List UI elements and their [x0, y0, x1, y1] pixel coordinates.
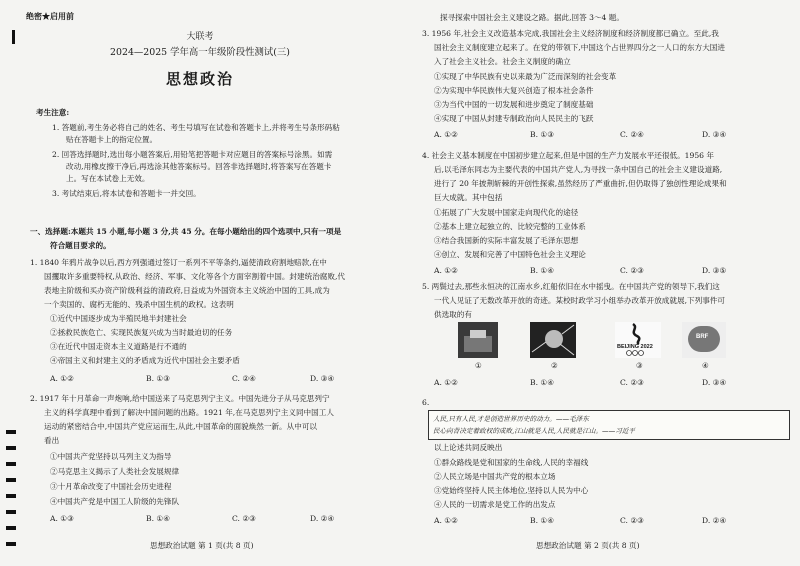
- q2-stem: 看出: [44, 436, 60, 445]
- q3-statement: ④实现了中国从封建专制政治向人民民主的飞跃: [434, 114, 594, 123]
- notice-title: 考生注意:: [36, 108, 70, 117]
- photo-label: ①: [475, 361, 482, 370]
- option-d[interactable]: D. ③④: [702, 130, 727, 139]
- section-heading: 符合题目要求的。: [50, 241, 111, 250]
- beijing-2022-logo: [615, 322, 661, 358]
- q6-statement: ③党始终坚持人民主体地位,坚持以人民为中心: [434, 486, 589, 495]
- option-b[interactable]: B. ①③: [530, 130, 555, 139]
- q6-number: 6.: [422, 398, 430, 407]
- option-d[interactable]: D. ③④: [310, 374, 335, 383]
- notice-line: 2. 回答选择题时,选出每小题答案后,用铅笔把答题卡对应题目的答案标号涂黑。如需: [52, 150, 333, 159]
- option-b[interactable]: B. ①④: [530, 378, 555, 387]
- q2-stem: 2. 1917 年十月革命一声炮响,给中国送来了马克思列宁主义。中国先进分子从马克思列宁: [30, 394, 330, 403]
- q2-statement: ④中国共产党是中国工人阶级的先锋队: [50, 497, 180, 506]
- notice-line: 上。写在本试卷上无效。: [66, 174, 150, 183]
- q4-stem: 后,以毛泽东同志为主要代表的中国共产党人,为寻找一条中国自己的社会主义建设道路,: [434, 165, 723, 174]
- option-a[interactable]: A. ①③: [50, 514, 74, 523]
- photo-satellite: [530, 322, 576, 358]
- option-d[interactable]: D. ③⑤: [702, 266, 727, 275]
- option-b[interactable]: B. ①④: [530, 266, 555, 275]
- q6-statement: ②人民立场是中国共产党的根本立场: [434, 472, 556, 481]
- q1-stem: 一个卖国的、腐朽无能的、残杀中国生机的政权。这表明: [44, 300, 234, 309]
- q5-stem: 供选取的有: [434, 310, 472, 319]
- q6-quote: 人民,只有人民,才是创造世界历史的动力。——毛泽东: [433, 415, 589, 423]
- q1-statement: ③在近代中国走资本主义道路是行不通的: [50, 342, 187, 351]
- q2-statement: ①中国共产党坚持以马列主义为指导: [50, 452, 172, 461]
- section-heading: 一、选择题:本题共 15 小题,每小题 3 分,共 45 分。在每小题给出的四个选项中,只有一项是: [30, 227, 342, 236]
- q4-stem: 巨大成就。其中包括: [434, 193, 503, 202]
- q1-stem: 1. 1840 年鸦片战争以后,西方列强通过签订一系列不平等条约,逼使清政府割地赔款,在中: [30, 258, 327, 267]
- option-c[interactable]: C. ②④: [620, 130, 644, 139]
- option-c[interactable]: C. ②③: [232, 514, 256, 523]
- org-title: 大联考: [186, 32, 214, 42]
- option-a[interactable]: A. ①②: [434, 130, 458, 139]
- footer-left: 思想政治试题 第 1 页(共 8 页): [150, 541, 254, 550]
- q2-stem: 主义的科学真理中看到了解决中国问题的出路。1921 年,在马克思列宁主义同中国工人: [44, 408, 334, 417]
- q6-quote-box: [428, 410, 790, 440]
- option-c[interactable]: C. ②③: [620, 266, 644, 275]
- q3-statement: ③为当代中国的一切发展和进步奠定了制度基础: [434, 100, 594, 109]
- q3-statement: ②为实现中华民族伟大复兴创造了根本社会条件: [434, 86, 594, 95]
- q1-statement: ④帝国主义和封建主义的矛盾成为近代中国社会主要矛盾: [50, 356, 240, 365]
- brf-logo-text: BRF: [696, 334, 709, 340]
- option-a[interactable]: A. ①②: [50, 374, 74, 383]
- secret-label: 绝密★启用前: [26, 11, 74, 21]
- q6-lead: 以上论述共同反映出: [434, 443, 503, 452]
- option-d[interactable]: D. ②④: [702, 516, 727, 525]
- q1-statement: ①近代中国逐步成为半殖民地半封建社会: [50, 314, 187, 323]
- subject-title: 思想政治: [165, 70, 234, 88]
- q6-quote: 民心向背决定着政权的成败,江山就是人民,人民就是江山。——习近平: [433, 427, 636, 435]
- footer-right: 思想政治试题 第 2 页(共 8 页): [536, 541, 640, 550]
- q3-statement: ①实现了中华民族有史以来最为广泛而深刻的社会变革: [434, 72, 617, 81]
- option-b[interactable]: B. ①③: [146, 374, 171, 383]
- photo-label: ④: [702, 361, 709, 370]
- passage-intro: 探寻探索中国社会主义建设之路。据此,回答 3～4 题。: [440, 13, 624, 22]
- q2-stem: 运动的紧密结合中,中国共产党应运而生,从此,中国革命的面貌焕然一新。从中可以: [44, 422, 318, 431]
- notice-line: 1. 答题前,考生务必将自己的姓名、考生号填写在试卷和答题卡上,并将考生号条形码粘: [52, 123, 340, 132]
- q5-stem: 5. 两鬓过去,那些永恒决的江南水乡,红船依旧在水中摇曳。在中国共产党的领导下,我们这: [422, 282, 720, 291]
- photo-crowd: [458, 322, 498, 358]
- q4-statement: ②基本上建立起独立的、比较完整的工业体系: [434, 222, 586, 231]
- q1-stem: 表地主阶级和买办资产阶级利益的清政府,日益成为外国资本主义统治中国的工具,成为: [44, 286, 330, 295]
- option-a[interactable]: A. ①②: [434, 378, 458, 387]
- exam-title: 2024—2025 学年高一年级阶段性测试(三): [110, 47, 290, 58]
- brf-logo: [682, 322, 726, 358]
- q3-stem: 3. 1956 年,社会主义改造基本完成,我国社会主义经济制度和经济制度都已确立。至此,我: [422, 29, 719, 38]
- q4-statement: ③结合我国新的实际丰富发展了毛泽东思想: [434, 236, 579, 245]
- option-b[interactable]: B. ①④: [530, 516, 555, 525]
- option-d[interactable]: D. ③④: [702, 378, 727, 387]
- q1-statement: ②拯救民族危亡、实现民族复兴成为当时最迫切的任务: [50, 328, 233, 337]
- notice-line: 贴在答题卡上的指定位置。: [66, 135, 158, 144]
- q5-stem: 一代人见证了无数改革开放的奇迹。某校时政学习小组举办改革开放成就展,下列事件可: [434, 296, 725, 305]
- q1-stem: 国攫取许多重要特权,从政治、经济、军事、文化等各个方面宰割着中国。封建统治腐败,代: [44, 272, 345, 281]
- option-a[interactable]: A. ①②: [434, 266, 458, 275]
- option-d[interactable]: D. ②④: [310, 514, 335, 523]
- q2-statement: ③十月革命改变了中国社会历史进程: [50, 482, 172, 491]
- beijing-logo-text: BEIJING 2022: [617, 344, 653, 350]
- photo-label: ②: [551, 361, 558, 370]
- q6-statement: ④人民的一切需求是党工作的出发点: [434, 500, 556, 509]
- option-a[interactable]: A. ①②: [434, 516, 458, 525]
- q2-statement: ②马克思主义揭示了人类社会发展规律: [50, 467, 180, 476]
- option-c[interactable]: C. ②③: [620, 516, 644, 525]
- option-c[interactable]: C. ②③: [620, 378, 644, 387]
- q6-statement: ①群众路线是党和国家的生命线,人民的幸福线: [434, 458, 589, 467]
- notice-line: 3. 考试结束后,将本试卷和答题卡一并交回。: [52, 189, 201, 198]
- q4-stem: 进行了 20 年披荆斩棘的开创性探索,虽然经历了严重曲折,但仍取得了独创性理论成果和: [434, 179, 727, 188]
- q4-stem: 4. 社会主义基本制度在中国初步建立起来,但是中国的生产力发展水平还很低。1956 年: [422, 151, 714, 160]
- q4-statement: ④创立、发展和完善了中国特色社会主义理论: [434, 250, 586, 259]
- page-right: [400, 0, 800, 566]
- option-b[interactable]: B. ①④: [146, 514, 171, 523]
- q3-stem: 入了社会主义社会。社会主义制度的确立: [434, 57, 571, 66]
- option-c[interactable]: C. ②④: [232, 374, 256, 383]
- q3-stem: 国社会主义制度建立起来了。在党的带领下,中国这个占世界四分之一人口的东方大国进: [434, 43, 725, 52]
- photo-label: ③: [636, 361, 643, 370]
- notice-line: 改动,用橡皮擦干净后,再选涂其他答案标号。回答非选择题时,将答案写在答题卡: [66, 162, 332, 171]
- q4-statement: ①拓展了广大发展中国家走向现代化的途径: [434, 208, 579, 217]
